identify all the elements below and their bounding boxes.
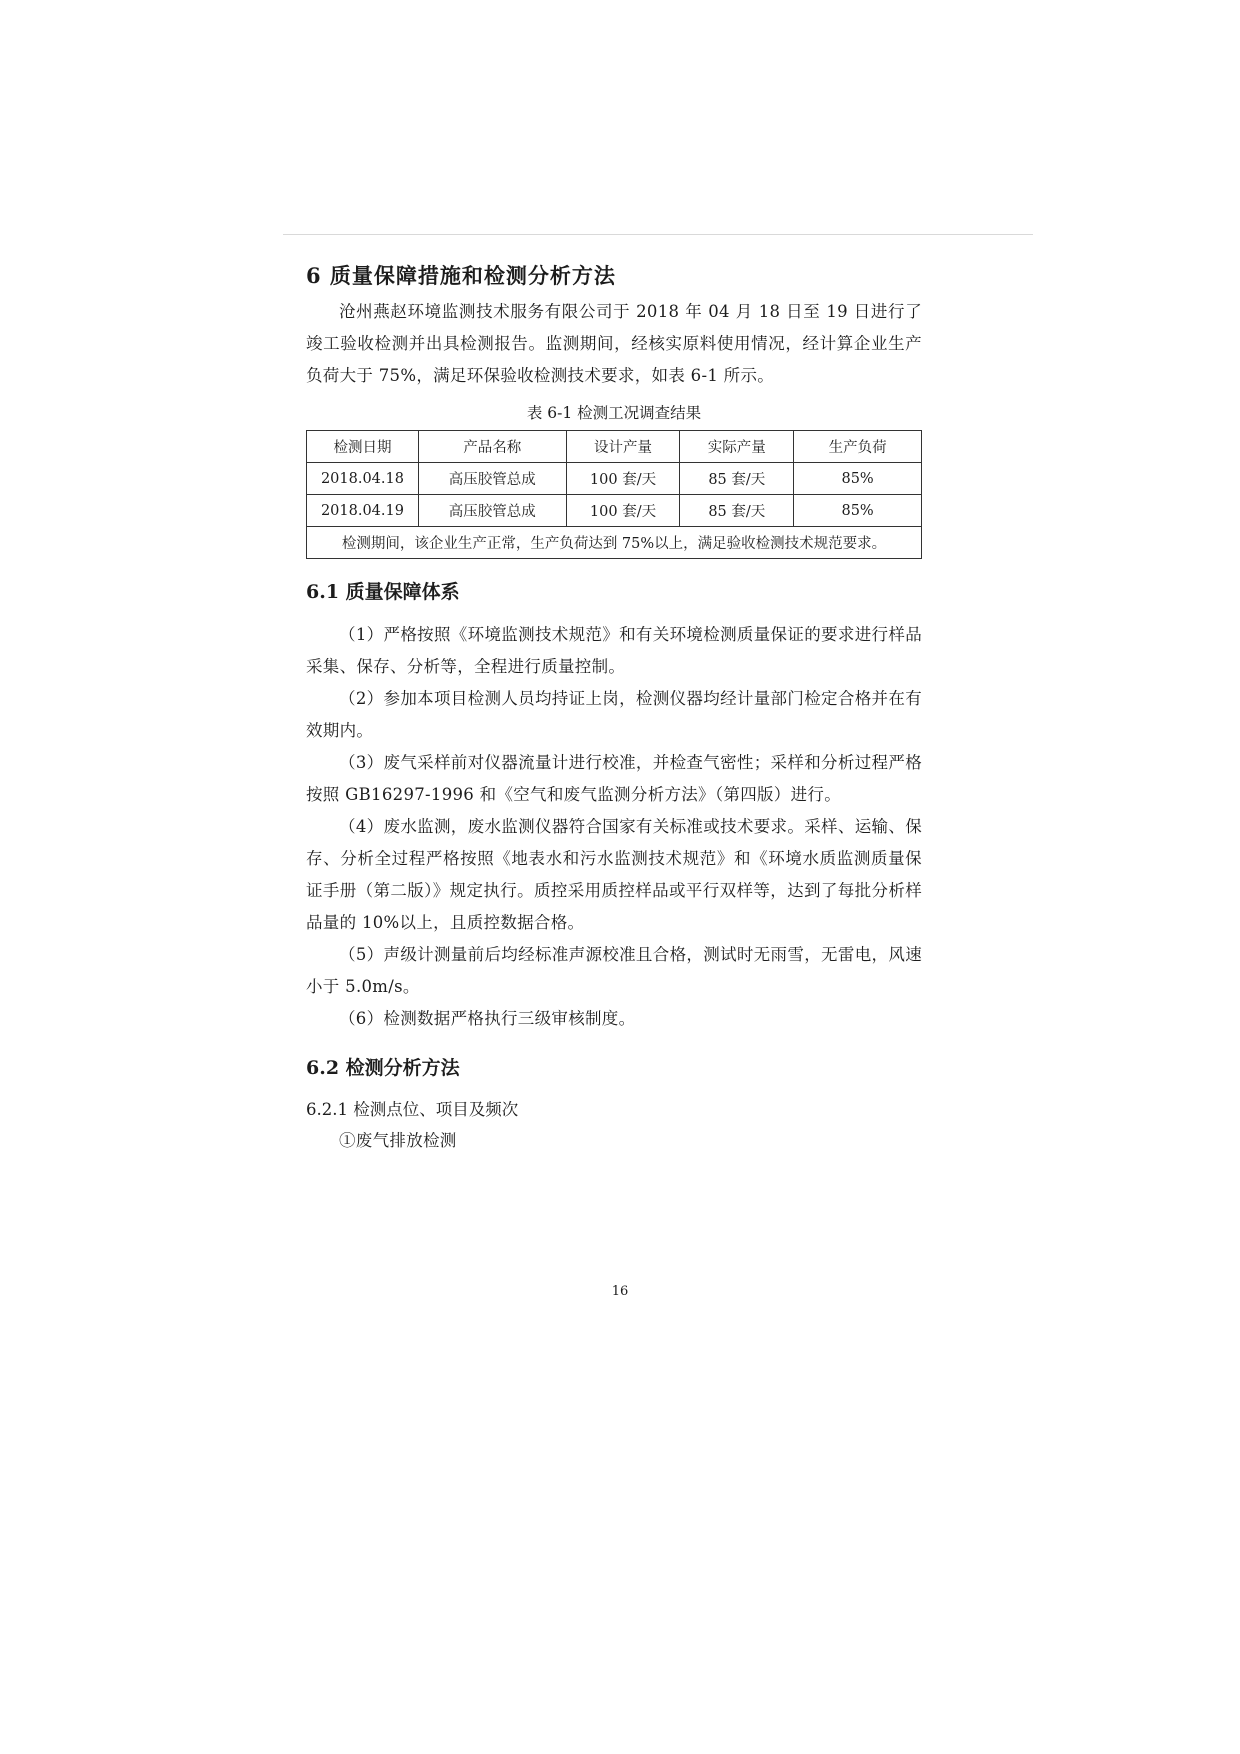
table-cell: 高压胶管总成 <box>418 463 566 495</box>
header-cell-actual-output: 实际产量 <box>680 431 794 463</box>
list-item: （1）严格按照《环境监测技术规范》和有关环境检测质量保证的要求进行样品采集、保存、分析等，全程进行质量控制。 <box>306 625 922 676</box>
table-cell: 2018.04.19 <box>307 495 419 527</box>
section-6-1-title: 6.1 质量保障体系 <box>306 581 460 603</box>
table-row <box>307 463 922 495</box>
list-item: （3）废气采样前对仪器流量计进行校准，并检查气密性；采样和分析过程严格按照 GB16297-1996 和《空气和废气监测分析方法》（第四版）进行。 <box>306 753 922 804</box>
table-cell: 100 套/天 <box>566 495 680 527</box>
table-note: 检测期间，该企业生产正常，生产负荷达到 75%以上，满足验收检测技术规范要求。 <box>307 527 922 559</box>
table-6-1-caption: 表 6-1 检测工况调查结果 <box>526 404 702 422</box>
table-6-1 <box>306 430 922 559</box>
list-item: （4）废水监测，废水监测仪器符合国家有关标准或技术要求。采样、运输、保存、分析全过程严格按照《地表水和污水监测技术规范》和《环境水质监测质量保证手册（第二版）》规定执行。质控采用质控样品或平行双样等，达到了每批分析样品量的 10%以上，且质控数据合格。 <box>306 817 922 932</box>
table-row <box>307 495 922 527</box>
header-cell-load: 生产负荷 <box>794 431 922 463</box>
section-6-2-1-title: 6.2.1 检测点位、项目及频次 <box>306 1100 519 1119</box>
table-cell: 85% <box>794 463 922 495</box>
table-cell: 高压胶管总成 <box>418 495 566 527</box>
table-cell: 100 套/天 <box>566 463 680 495</box>
table-cell: 85 套/天 <box>680 463 794 495</box>
header-cell-product: 产品名称 <box>418 431 566 463</box>
table-cell: 85 套/天 <box>680 495 794 527</box>
list-item: （6）检测数据严格执行三级审核制度。 <box>339 1009 636 1028</box>
table-cell: 2018.04.18 <box>307 463 419 495</box>
list-item: （5）声级计测量前后均经标准声源校准且合格，测试时无雨雪，无雷电，风速小于 5.0m/s。 <box>306 945 922 996</box>
section-6-intro: 沧州燕赵环境监测技术服务有限公司于 2018 年 04 月 18 日至 19 日进行了竣工验收检测并出具检测报告。监测期间，经核实原料使用情况，经计算企业生产负荷大于 75%，满足环保验收检测技术要求，如表 6-1 所示。 <box>306 302 922 385</box>
header-cell-date: 检测日期 <box>307 431 419 463</box>
page-number: 16 <box>611 1284 629 1299</box>
table-header-row <box>307 431 922 463</box>
list-item: ①废气排放检测 <box>339 1131 457 1150</box>
section-6-title: 6 质量保障措施和检测分析方法 <box>306 263 616 288</box>
page-content <box>306 256 922 1157</box>
table-cell: 85% <box>794 495 922 527</box>
table-note-row <box>307 527 922 559</box>
header-rule <box>283 234 1033 235</box>
list-item: （2）参加本项目检测人员均持证上岗，检测仪器均经计量部门检定合格并在有效期内。 <box>306 689 922 740</box>
header-cell-design-output: 设计产量 <box>566 431 680 463</box>
section-6-2-title: 6.2 检测分析方法 <box>306 1057 460 1079</box>
